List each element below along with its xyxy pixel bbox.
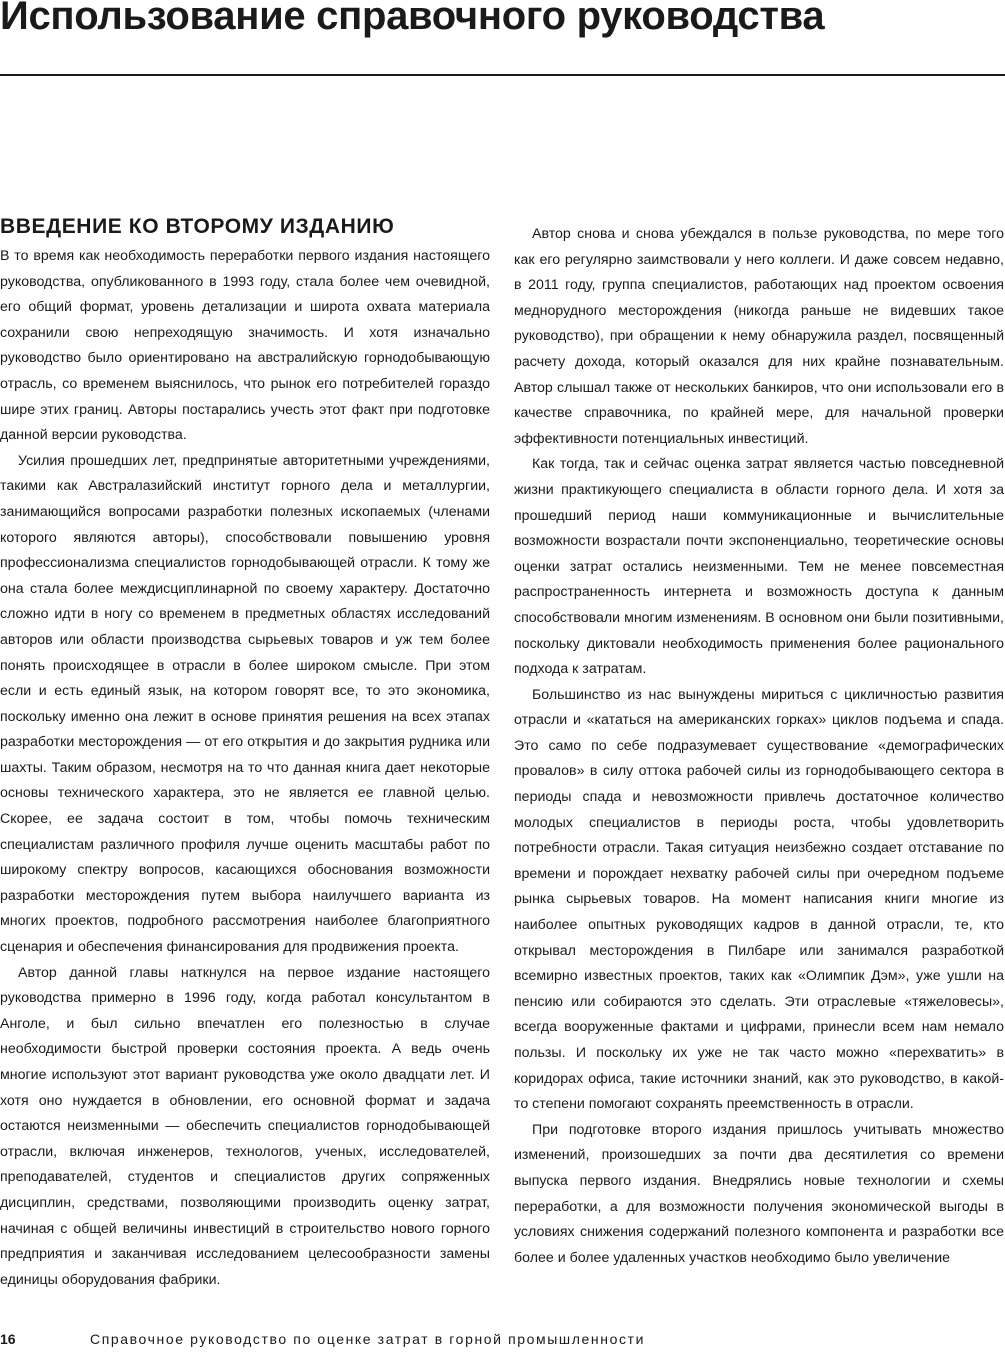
paragraph: При подготовке второго издания пришлось учитывать множество изменений, произошедших за почти два десятилетия со времени выпуска первого издания. Внедрялись новые технологии и схемы переработки, а для возможности получения экономической выгоды в условиях снижения содержаний полезного компонента и разработки все более и более удаленных участков необходимо было увеличение: [514, 1121, 1004, 1266]
paragraph: Усилия прошедших лет, предпринятые авторитетными учреждениями, такими как Австралазийский институт горного дела и металлургии, занимающийся вопросами разработки полезных ископаемых (членами которого являются авторы), способствовали повышению уровня профессионализма специалистов горнодобывающей отрасли. К тому же она стала более междисциплинарной по своему характеру. Достаточно сложно идти в ногу со временем в предметных областях исследований авторов или области производства сырьевых товаров и уж тем более понять происходящее в отрасли в более широком смысле. При этом если и есть единый язык, на котором говорят все, то это экономика, поскольку именно она лежит в основе принятия решения на всех этапах разработки месторождения — от его открытия и до закрытия рудника или шахты. Таким образом, несмотря на то что данная книга дает некоторые основы технического характера, это не является ее главной целью. Скорее, ее задача состоит в том, чтобы помочь техническим специалистам различного профиля лучше оценить масштабы работ по широкому спектру вопросов, касающихся обоснования возможности разработки месторождения путем выбора наилучшего варианта из многих проектов, подробного рассмотрения наиболее благоприятного сценария и обеспечения финансирования для продвижения проекта.: [0, 452, 490, 956]
paragraph: Автор снова и снова убеждался в пользе руководства, по мере того как его регулярно заимствовали у него коллеги. И даже совсем недавно, в 2011 году, группа специалистов, работающих над проектом освоения меднорудного месторождения (никогда раньше не видевших такое руководство), при обращении к нему обнаружила раздел, посвященный расчету дохода, который оказался для них крайне познавательным. Автор слышал также от нескольких банкиров, что они использовали его в качестве справочника, по крайней мере, для начальной проверки эффективности потенциальных инвестиций.: [514, 226, 1004, 447]
chapter-title: Использование справочного руководства: [0, 0, 825, 38]
section-heading: ВВЕДЕНИЕ КО ВТОРОМУ ИЗДАНИЮ: [0, 215, 395, 238]
paragraph: Автор данной главы наткнулся на первое издание настоящего руководства примерно в 1996 году, когда работал консультантом в Анголе, и был сильно впечатлен его полезностью в случае необходимости быстрой проверки состояния проекта. А ведь очень многие используют этот вариант руководства уже около двадцати лет. И хотя оно нуждается в обновлении, его основной формат и задача остаются неизменными — обеспечить специалистов горнодобывающей отрасли, включая инженеров, технологов, ученых, исследователей, преподавателей, студентов и специалистов других сопряженных дисциплин, средствами, позволяющими производить оценку затрат, начиная с общей величины инвестиций в строительство нового горного предприятия и заканчивая исследованием целесообразности замены единицы оборудования фабрики.: [0, 964, 490, 1288]
page-number: 16: [0, 1331, 16, 1347]
right-column: [514, 222, 1004, 1271]
left-column: [0, 212, 490, 1293]
paragraph: Большинство из нас вынуждены мириться с цикличностью развития отрасли и «кататься на американских горках» циклов подъема и спада. Это само по себе подразумевает существование «демографических провалов» в силу оттока рабочей силы из горнодобывающего сектора в периоды спада и невозможности привлечь достаточное количество молодых специалистов в периоды роста, чтобы удовлетворить потребности отрасли. Такая ситуация неизбежно создает отставание по времени и порождает нехватку рабочей силы при очередном подъеме рынка сырьевых товаров. На момент написания книги многие из наиболее опытных руководящих кадров в данной отрасли, те, кто открывал месторождения в Пилбаре или занимался разработкой всемирно известных проектов, таких как «Олимпик Дэм», уже ушли на пенсию или собираются это сделать. Эти отраслевые «тяжеловесы», всегда вооруженные фактами и цифрами, принесли всем нам немало пользы. И поскольку их уже не так часто можно «перехватить» в коридорах офиса, такие источники знаний, как это руководство, в какой-то степени помогают сохранять преемственность в отрасли.: [514, 686, 1004, 1113]
title-divider: [0, 74, 1005, 76]
paragraph: Как тогда, так и сейчас оценка затрат является частью повседневной жизни практикующего специалиста в области горного дела. И хотя за прошедший период наши коммуникационные и вычислительные возможности возрастали почти экспоненциально, теоретические основы оценки затрат остались неизменными. Тем не менее повсеместная распространенность интернета и возможность доступа к данным способствовали многим изменениям. В основном они были позитивными, поскольку диктовали необходимость применения более рационального подхода к затратам.: [514, 456, 1004, 678]
paragraph: В то время как необходимость переработки первого издания настоящего руководства, опубликованного в 1993 году, стала более чем очевидной, его общий формат, уровень детализации и широта охвата материала сохранили свою непреходящую значимость. И хотя изначально руководство было ориентировано на австралийскую горнодобывающую отрасль, со временем выяснилось, что рынок его потребителей гораздо шире этих границ. Авторы постарались учесть этот факт при подготовке данной версии руководства.: [0, 248, 490, 444]
running-footer-title: Справочное руководство по оценке затрат в горной промышленности: [90, 1331, 645, 1347]
